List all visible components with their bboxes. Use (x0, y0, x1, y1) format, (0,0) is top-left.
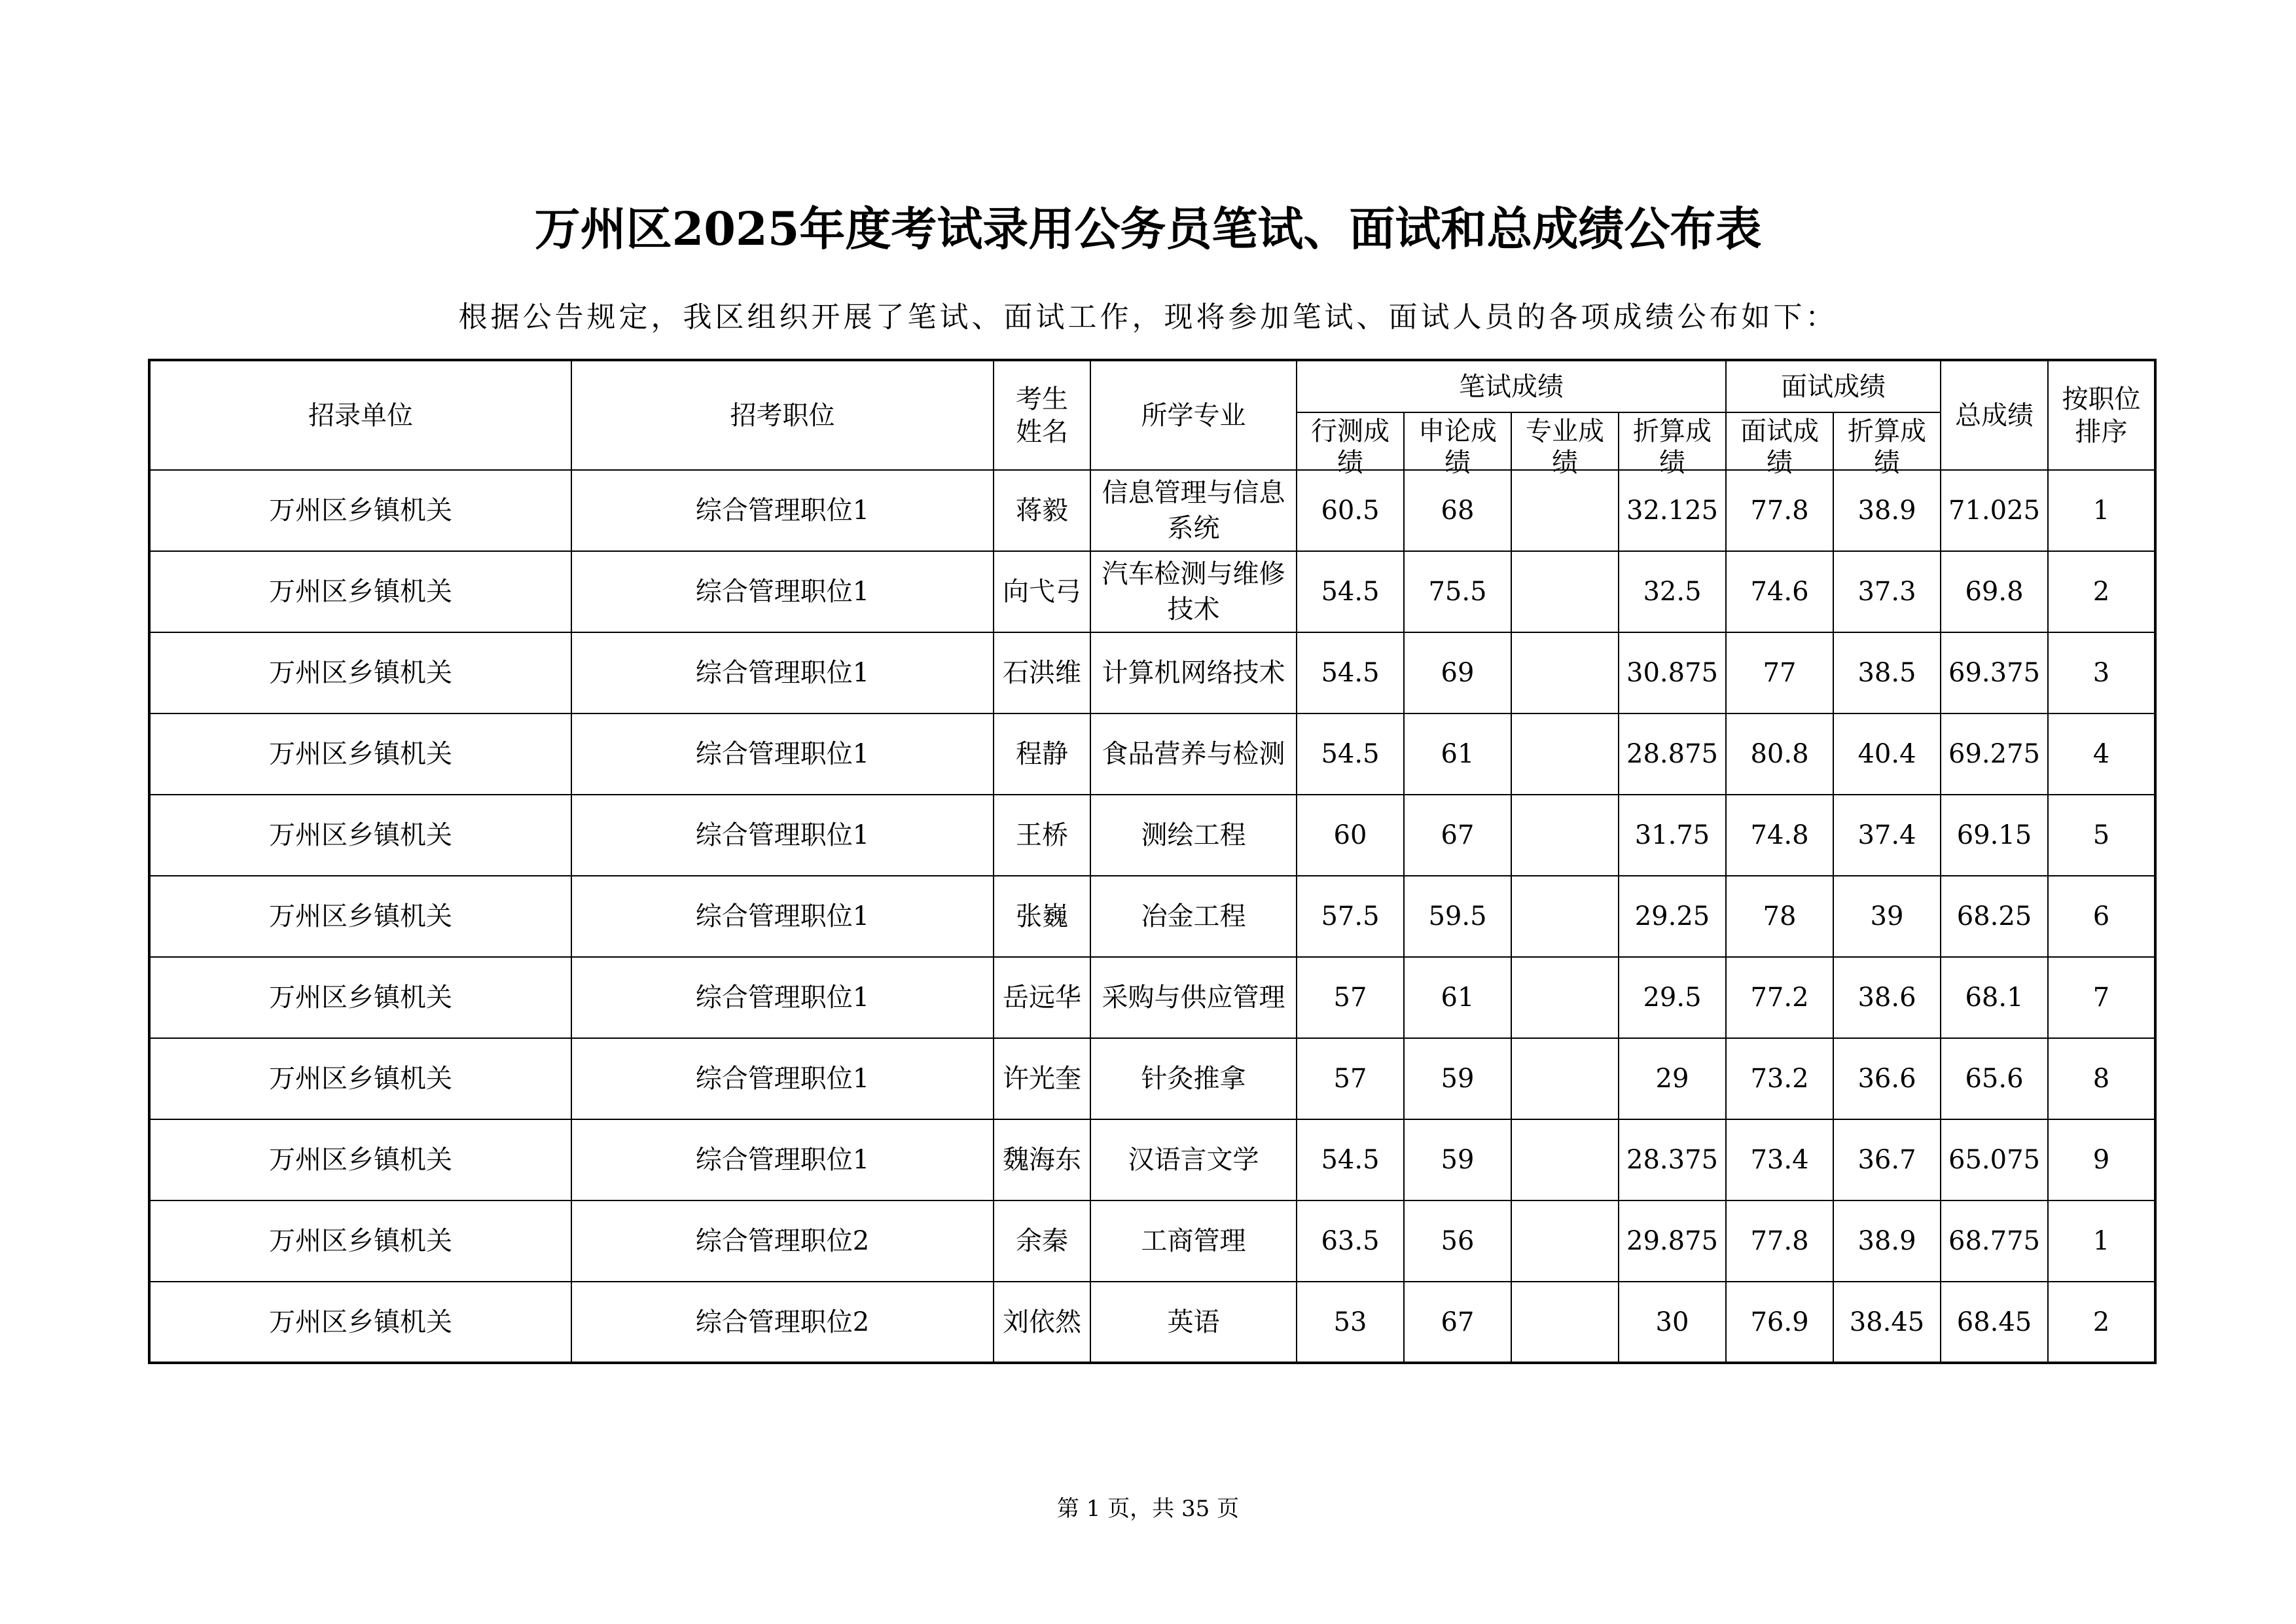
header-rank: 按职位排序 (2048, 360, 2155, 470)
cell-total: 71.025 (1941, 470, 2048, 551)
table-row (149, 1282, 2155, 1363)
cell-position: 综合管理职位1 (571, 470, 994, 551)
cell-zhuanye (1511, 876, 1619, 957)
cell-name: 石洪维 (994, 632, 1090, 713)
header-total: 总成绩 (1941, 360, 2048, 470)
cell-total: 68.45 (1941, 1282, 2048, 1363)
page-suffix: 页 (1217, 1496, 1240, 1522)
cell-rank: 5 (2048, 795, 2155, 876)
cell-name: 张巍 (994, 876, 1090, 957)
cell-position: 综合管理职位1 (571, 795, 994, 876)
cell-zhuanye (1511, 957, 1619, 1038)
cell-interview: 73.2 (1726, 1038, 1833, 1119)
cell-interview-conv: 37.4 (1833, 795, 1941, 876)
header-unit: 招录单位 (149, 360, 571, 470)
cell-zhuanye (1511, 713, 1619, 795)
cell-interview: 77 (1726, 632, 1833, 713)
intro-text: 根据公告规定，我区组织开展了笔试、面试工作，现将参加笔试、面试人员的各项成绩公布如下： (458, 300, 1838, 334)
cell-xingce: 54.5 (1297, 713, 1404, 795)
cell-xingce: 57 (1297, 1038, 1404, 1119)
cell-total: 65.6 (1941, 1038, 2048, 1119)
cell-written-conv: 32.125 (1619, 470, 1726, 551)
cell-interview-conv: 38.6 (1833, 957, 1941, 1038)
header-row-1 (149, 360, 2155, 412)
cell-name: 程静 (994, 713, 1090, 795)
cell-xingce: 60.5 (1297, 470, 1404, 551)
cell-rank: 9 (2048, 1119, 2155, 1200)
cell-unit: 万州区乡镇机关 (149, 1200, 571, 1282)
cell-total: 65.075 (1941, 1119, 2048, 1200)
cell-rank: 6 (2048, 876, 2155, 957)
cell-shenlun: 69 (1404, 632, 1511, 713)
table-row (149, 632, 2155, 713)
cell-shenlun: 61 (1404, 713, 1511, 795)
cell-unit: 万州区乡镇机关 (149, 551, 571, 632)
cell-name: 许光奎 (994, 1038, 1090, 1119)
cell-name: 向弋弓 (994, 551, 1090, 632)
cell-xingce: 57 (1297, 957, 1404, 1038)
cell-name: 岳远华 (994, 957, 1090, 1038)
cell-position: 综合管理职位1 (571, 957, 994, 1038)
cell-interview-conv: 38.5 (1833, 632, 1941, 713)
cell-interview-conv: 36.7 (1833, 1119, 1941, 1200)
table-row (149, 795, 2155, 876)
cell-position: 综合管理职位2 (571, 1200, 994, 1282)
cell-unit: 万州区乡镇机关 (149, 1038, 571, 1119)
cell-major: 采购与供应管理 (1090, 957, 1297, 1038)
header-interview: 面试成绩 (1726, 360, 1941, 412)
cell-zhuanye (1511, 632, 1619, 713)
cell-unit: 万州区乡镇机关 (149, 632, 571, 713)
cell-interview: 77.8 (1726, 470, 1833, 551)
cell-xingce: 54.5 (1297, 551, 1404, 632)
cell-shenlun: 68 (1404, 470, 1511, 551)
cell-written-conv: 30 (1619, 1282, 1726, 1363)
cell-position: 综合管理职位1 (571, 1038, 994, 1119)
cell-position: 综合管理职位1 (571, 551, 994, 632)
header-zhuanye: 专业成绩 (1511, 412, 1619, 470)
cell-position: 综合管理职位1 (571, 713, 994, 795)
cell-rank: 4 (2048, 713, 2155, 795)
cell-shenlun: 67 (1404, 1282, 1511, 1363)
cell-major: 汉语言文学 (1090, 1119, 1297, 1200)
cell-total: 69.275 (1941, 713, 2048, 795)
header-written: 笔试成绩 (1297, 360, 1726, 412)
cell-written-conv: 30.875 (1619, 632, 1726, 713)
page-current: 1 (1086, 1496, 1101, 1522)
cell-shenlun: 59 (1404, 1119, 1511, 1200)
cell-unit: 万州区乡镇机关 (149, 1119, 571, 1200)
page-mid: 页，共 (1107, 1496, 1175, 1522)
cell-unit: 万州区乡镇机关 (149, 713, 571, 795)
cell-shenlun: 59.5 (1404, 876, 1511, 957)
cell-total: 69.8 (1941, 551, 2048, 632)
cell-zhuanye (1511, 1200, 1619, 1282)
cell-rank: 7 (2048, 957, 2155, 1038)
cell-shenlun: 56 (1404, 1200, 1511, 1282)
page-prefix: 第 (1056, 1496, 1079, 1522)
cell-major: 测绘工程 (1090, 795, 1297, 876)
cell-interview: 74.8 (1726, 795, 1833, 876)
cell-xingce: 57.5 (1297, 876, 1404, 957)
cell-interview: 77.8 (1726, 1200, 1833, 1282)
cell-zhuanye (1511, 1282, 1619, 1363)
cell-xingce: 54.5 (1297, 1119, 1404, 1200)
cell-unit: 万州区乡镇机关 (149, 1282, 571, 1363)
cell-written-conv: 29.875 (1619, 1200, 1726, 1282)
header-name: 考生姓名 (994, 360, 1090, 470)
cell-name: 王桥 (994, 795, 1090, 876)
cell-total: 68.1 (1941, 957, 2048, 1038)
table-row (149, 1038, 2155, 1119)
header-position: 招考职位 (571, 360, 994, 470)
cell-major: 冶金工程 (1090, 876, 1297, 957)
cell-interview-conv: 38.9 (1833, 470, 1941, 551)
results-table (148, 359, 2157, 1364)
cell-total: 68.25 (1941, 876, 2048, 957)
cell-rank: 8 (2048, 1038, 2155, 1119)
table-row (149, 1119, 2155, 1200)
results-body (149, 470, 2155, 1363)
cell-interview-conv: 40.4 (1833, 713, 1941, 795)
cell-written-conv: 31.75 (1619, 795, 1726, 876)
table-row (149, 470, 2155, 551)
cell-interview-conv: 37.3 (1833, 551, 1941, 632)
cell-shenlun: 67 (1404, 795, 1511, 876)
cell-interview: 78 (1726, 876, 1833, 957)
cell-interview-conv: 38.45 (1833, 1282, 1941, 1363)
cell-rank: 2 (2048, 551, 2155, 632)
cell-written-conv: 28.875 (1619, 713, 1726, 795)
cell-written-conv: 32.5 (1619, 551, 1726, 632)
cell-interview: 80.8 (1726, 713, 1833, 795)
cell-shenlun: 75.5 (1404, 551, 1511, 632)
cell-interview-conv: 36.6 (1833, 1038, 1941, 1119)
cell-interview: 73.4 (1726, 1119, 1833, 1200)
cell-position: 综合管理职位1 (571, 1119, 994, 1200)
cell-unit: 万州区乡镇机关 (149, 795, 571, 876)
header-major: 所学专业 (1090, 360, 1297, 470)
cell-xingce: 60 (1297, 795, 1404, 876)
cell-zhuanye (1511, 551, 1619, 632)
cell-interview: 74.6 (1726, 551, 1833, 632)
cell-zhuanye (1511, 1038, 1619, 1119)
table-row (149, 957, 2155, 1038)
cell-position: 综合管理职位2 (571, 1282, 994, 1363)
cell-written-conv: 29.25 (1619, 876, 1726, 957)
cell-major: 英语 (1090, 1282, 1297, 1363)
cell-unit: 万州区乡镇机关 (149, 470, 571, 551)
cell-major: 信息管理与信息系统 (1090, 470, 1297, 551)
table-row (149, 876, 2155, 957)
cell-written-conv: 29.5 (1619, 957, 1726, 1038)
cell-interview-conv: 39 (1833, 876, 1941, 957)
cell-rank: 2 (2048, 1282, 2155, 1363)
cell-unit: 万州区乡镇机关 (149, 876, 571, 957)
cell-total: 69.15 (1941, 795, 2048, 876)
cell-written-conv: 28.375 (1619, 1119, 1726, 1200)
table-row (149, 1200, 2155, 1282)
cell-major: 食品营养与检测 (1090, 713, 1297, 795)
cell-xingce: 53 (1297, 1282, 1404, 1363)
cell-name: 蒋毅 (994, 470, 1090, 551)
page-title: 万州区2025年度考试录用公务员笔试、面试和总成绩公布表 (534, 202, 1762, 256)
cell-rank: 1 (2048, 470, 2155, 551)
cell-xingce: 54.5 (1297, 632, 1404, 713)
header-shenlun: 申论成绩 (1404, 412, 1511, 470)
cell-name: 魏海东 (994, 1119, 1090, 1200)
cell-zhuanye (1511, 1119, 1619, 1200)
cell-unit: 万州区乡镇机关 (149, 957, 571, 1038)
cell-total: 69.375 (1941, 632, 2048, 713)
cell-position: 综合管理职位1 (571, 876, 994, 957)
header-interview-conv: 折算成绩 (1833, 412, 1941, 470)
page-footer (0, 1489, 2296, 1528)
cell-interview-conv: 38.9 (1833, 1200, 1941, 1282)
cell-major: 汽车检测与维修技术 (1090, 551, 1297, 632)
header-interview-score: 面试成绩 (1726, 412, 1833, 470)
table-row (149, 713, 2155, 795)
cell-major: 工商管理 (1090, 1200, 1297, 1282)
cell-name: 余秦 (994, 1200, 1090, 1282)
cell-shenlun: 59 (1404, 1038, 1511, 1119)
cell-xingce: 63.5 (1297, 1200, 1404, 1282)
cell-zhuanye (1511, 795, 1619, 876)
cell-interview: 76.9 (1726, 1282, 1833, 1363)
cell-shenlun: 61 (1404, 957, 1511, 1038)
cell-name: 刘依然 (994, 1282, 1090, 1363)
header-xingce: 行测成绩 (1297, 412, 1404, 470)
table-row (149, 551, 2155, 632)
cell-total: 68.775 (1941, 1200, 2048, 1282)
cell-zhuanye (1511, 470, 1619, 551)
cell-rank: 1 (2048, 1200, 2155, 1282)
cell-written-conv: 29 (1619, 1038, 1726, 1119)
header-written-conv: 折算成绩 (1619, 412, 1726, 470)
cell-major: 计算机网络技术 (1090, 632, 1297, 713)
cell-interview: 77.2 (1726, 957, 1833, 1038)
cell-position: 综合管理职位1 (571, 632, 994, 713)
page-total: 35 (1181, 1496, 1210, 1522)
cell-rank: 3 (2048, 632, 2155, 713)
cell-major: 针灸推拿 (1090, 1038, 1297, 1119)
